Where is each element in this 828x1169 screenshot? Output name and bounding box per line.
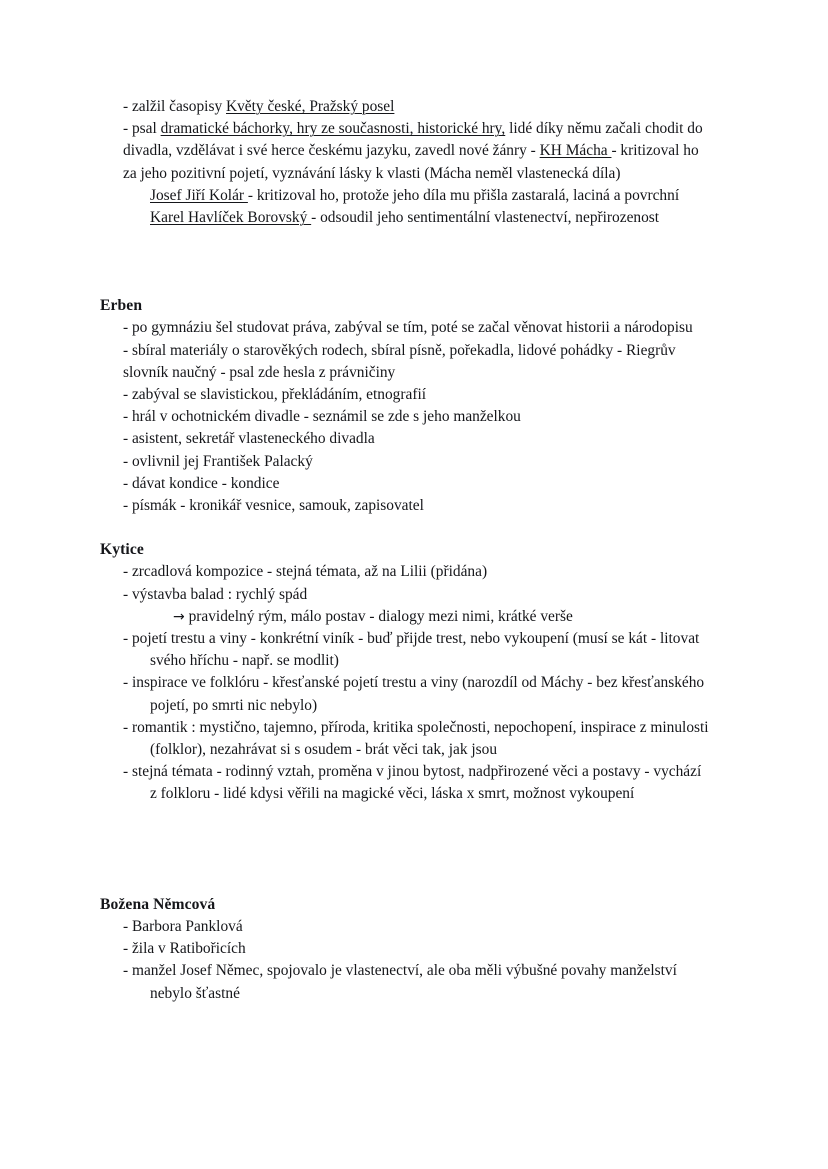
underlined-person-kolar: Josef Jiří Kolár (150, 186, 248, 204)
list-item: - písmák - kronikář vesnice, samouk, zapisovatel (123, 497, 424, 515)
underlined-title: Květy české, Pražský posel (226, 98, 395, 115)
section-bozena-nemcova (100, 894, 710, 1005)
bullet-tail-2: - kritizoval ho za jeho pozitivní pojetí, vyznávání lásky k vlasti (Mácha neměl vlastenecká díla) (123, 142, 699, 182)
section-heading-bozena-nemcova: Božena Němcová (100, 895, 216, 913)
list-item: - Barbora Panklová (123, 917, 243, 935)
list-item: - žila v Ratibořicích (123, 940, 246, 958)
document-body (100, 96, 710, 1005)
list-item: - sbíral materiály o starověkých rodech, sbíral písně, pořekadla, lidové pohádky - Riegrův slovník naučný - psal zde hesla z právničiny (123, 341, 676, 381)
list-item-arrow-label: pravidelný rým, málo postav - dialogy mezi nimi, krátké verše (184, 607, 573, 625)
section-heading-erben: Erben (100, 297, 143, 315)
section-spacer (100, 517, 710, 539)
list-item: - manžel Josef Němec, spojovalo je vlastenectví, ale oba měli výbušné povahy manželství nebylo šťastné (123, 962, 677, 1002)
bullet-tail: lidé díky němu začali chodit do divadla, vzdělávat i své herce českému jazyku, zavedl nové žánry - (123, 120, 703, 160)
list-item: - romantik : mystično, tajemno, příroda, kritika společnosti, nepochopení, inspirace z minulosti (folklor), nezahrávat si s osudem - brát věci tak, jak jsou (123, 718, 709, 759)
arrow-right-icon: → (173, 608, 185, 625)
underlined-person-borovsky: Karel Havlíček Borovský (150, 209, 312, 227)
list-item: - zabýval se slavistickou, překládáním, etnografií (123, 386, 427, 404)
list-item: - po gymnáziu šel studovat práva, zabýval se tím, poté se začal věnovat historii a národopisu (123, 319, 693, 337)
list-item: - asistent, sekretář vlasteneckého divadla (123, 430, 375, 448)
list-item: - dávat kondice - kondice (123, 474, 280, 492)
section-spacer (100, 229, 710, 295)
sub-paragraph-tail: - odsoudil jeho sentimentální vlastenectví, nepřirozenost (311, 209, 660, 227)
section-spacer (100, 806, 710, 894)
list-item: - hrál v ochotnickém divadle - seznámil se zde s jeho manželkou (123, 408, 521, 426)
list-item: - pojetí trestu a viny - konkrétní viník - buď přijde trest, nebo vykoupení (musí se kát - litovat svého hříchu - např. se modlit) (123, 630, 700, 670)
section-heading-kytice: Kytice (100, 541, 144, 559)
sub-paragraph-mid: - kritizoval ho, protože jeho díla mu přišla zastaralá, laciná a povrchní (247, 186, 680, 204)
section-kytice (100, 539, 710, 805)
bullet-lead: - psal (123, 120, 161, 138)
sub-paragraph (100, 185, 710, 229)
list-item-arrow (100, 606, 710, 628)
list-item (100, 118, 710, 185)
list-item: - ovlivnil jej František Palacký (123, 452, 313, 470)
underlined-genres: dramatické báchorky, hry ze současnosti, historické hry, (160, 120, 506, 138)
bullet-lead: - zalžil časopisy (123, 98, 226, 115)
list-item: - stejná témata - rodinný vztah, proměna v jinou bytost, nadpřirozené věci a postavy - vychází z folkloru - lidé kdysi věřili na magické věci, láska x smrt, možnost vykoupení (123, 763, 702, 803)
list-item: - zrcadlová kompozice - stejná témata, až na Lilii (přidána) (123, 563, 488, 581)
list-item: - inspirace ve folklóru - křesťanské pojetí trestu a viny (narozdíl od Máchy - bez křesťanského pojetí, po smrti nic nebylo) (123, 674, 705, 714)
underlined-person-macha: KH Mácha (539, 142, 612, 160)
section-intro-tyl (100, 96, 710, 229)
list-item: - výstavba balad : rychlý spád (123, 585, 308, 603)
list-item (100, 96, 710, 118)
section-erben (100, 295, 710, 517)
